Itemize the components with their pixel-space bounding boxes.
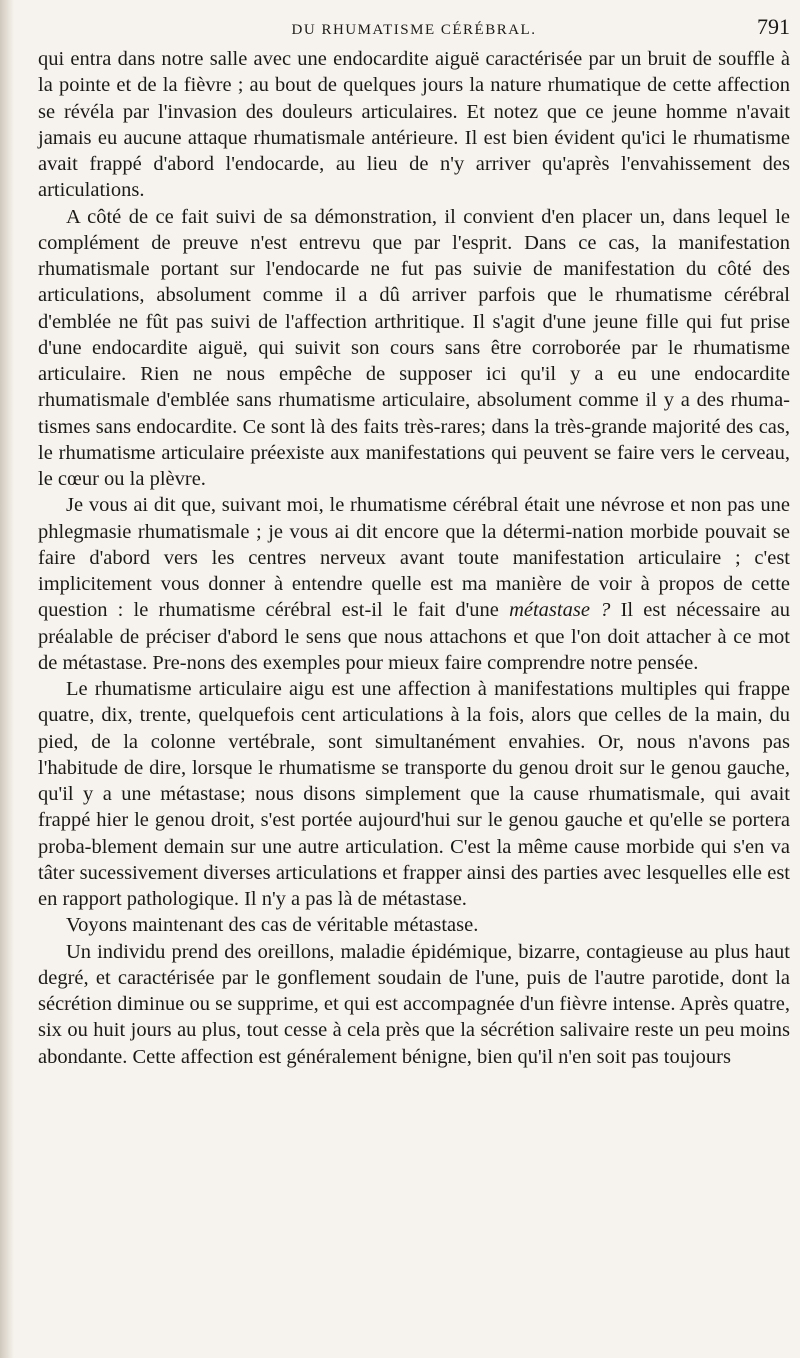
paragraph-6: Un individu prend des oreillons, maladie épidémique, bizarre, contagieuse au plus haut degré, et caractérisée par le gonflement soudain de l'une, puis de l'autre parotide, dont la sécrétion diminue ou se supprime, et qui est accompagnée d'un fièvre intense. Après quatre, six ou huit jours au plus, tout cesse à cela près que la sécrétion salivaire reste un peu moins abondante. Cette affection est généralement bénigne, bien qu'il n'en soit pas toujours [38,940,790,1068]
paragraph-1: qui entra dans notre salle avec une endocardite aiguë caractérisée par un bruit de souffle à la pointe et de la fièvre ; au bout de quelques jours la nature rhumatique de cette affection se révéla par l'invasion des douleurs articulaires. Et notez que ce jeune homme n'avait jamais eu aucune attaque rhumatismale antérieure. Il est bien évident qu'ici le rhumatisme avait frappé d'abord l'endocarde, au lieu de n'y arriver qu'après l'envahissement des articulations. [38,48,790,202]
paragraph-2: A côté de ce fait suivi de sa démonstration, il convient d'en placer un, dans lequel le complément de preuve n'est entrevu que par l'esprit. Dans ce cas, la manifestation rhumatismale portant sur l'endocarde ne fut pas suivie de manifestation du côté des articulations, absolument comme il a dû arriver parfois que le rhumatisme cérébral d'emblée ne fût pas suivi de l'affection arthritique. Il s'agit d'une jeune fille qui fut prise d'une endocardite aiguë, qui suivit son cours sans être corroborée par le rhumatisme articulaire. Rien ne nous empêche de supposer ici qu'il y a eu une endocardite rhumatismale d'emblée sans rhumatisme articulaire, absolument comme il y a des rhuma-tismes sans endocardite. Ce sont là des faits très-rares; dans la très-grande majorité des cas, le rhumatisme articulaire préexiste aux manifestations qui peuvent se faire vers le cerveau, le cœur ou la plèvre. [38,205,790,490]
paragraph-3-text-before: Je vous ai dit que, suivant moi, le rhumatisme cérébral était une névrose et non pas une phlegmasie rhumatismale ; je vous ai dit encore que la détermi-nation morbide pouvait se faire d'abord vers les centres nerveux avant toute manifestation articulaire ; c'est implicitement vous donner à entendre quelle est ma manière de voir à propos de cette question : le rhumatisme cérébral est-il le fait d'une [38,494,790,622]
page-number: 791 [757,14,790,39]
paragraph-3-text-after: Il est nécessaire au préalable de préciser d'abord le sens que nous attachons et que l'on doit attacher à ce mot de métastase. Pre-nons des exemples pour mieux faire comprendre notre pensée. [38,599,790,674]
metastase-emphasis: métastase ? [509,599,611,622]
running-title: DU RHUMATISME CÉRÉBRAL. [291,22,537,38]
body-text [38,46,790,1070]
paragraph-3 [38,492,790,676]
page-header [38,14,790,40]
paragraph-5: Voyons maintenant des cas de véritable métastase. [66,914,479,937]
page-gutter-shadow [0,0,14,1358]
paragraph-4: Le rhumatisme articulaire aigu est une affection à manifestations multiples qui frappe quatre, dix, trente, quelquefois cent articulations à la fois, alors que celles de la main, du pied, de la colonne vertébrale, sont simultanément envahies. Or, nous n'avons pas l'habitude de dire, lorsque le rhumatisme se transporte du genou droit sur le genou gauche, qu'il y a une métastase; nous disons simplement que la cause rhumatismale, qui avait frappé hier le genou droit, s'est portée aujourd'hui sur le genou gauche et qu'elle se portera proba-blement demain sur une autre articulation. C'est la même cause morbide qui s'en va tâter sucessivement diverses articulations et frapper ainsi des parties avec lesquelles elle est en rapport pathologique. Il n'y a pas là de métastase. [38,678,790,910]
